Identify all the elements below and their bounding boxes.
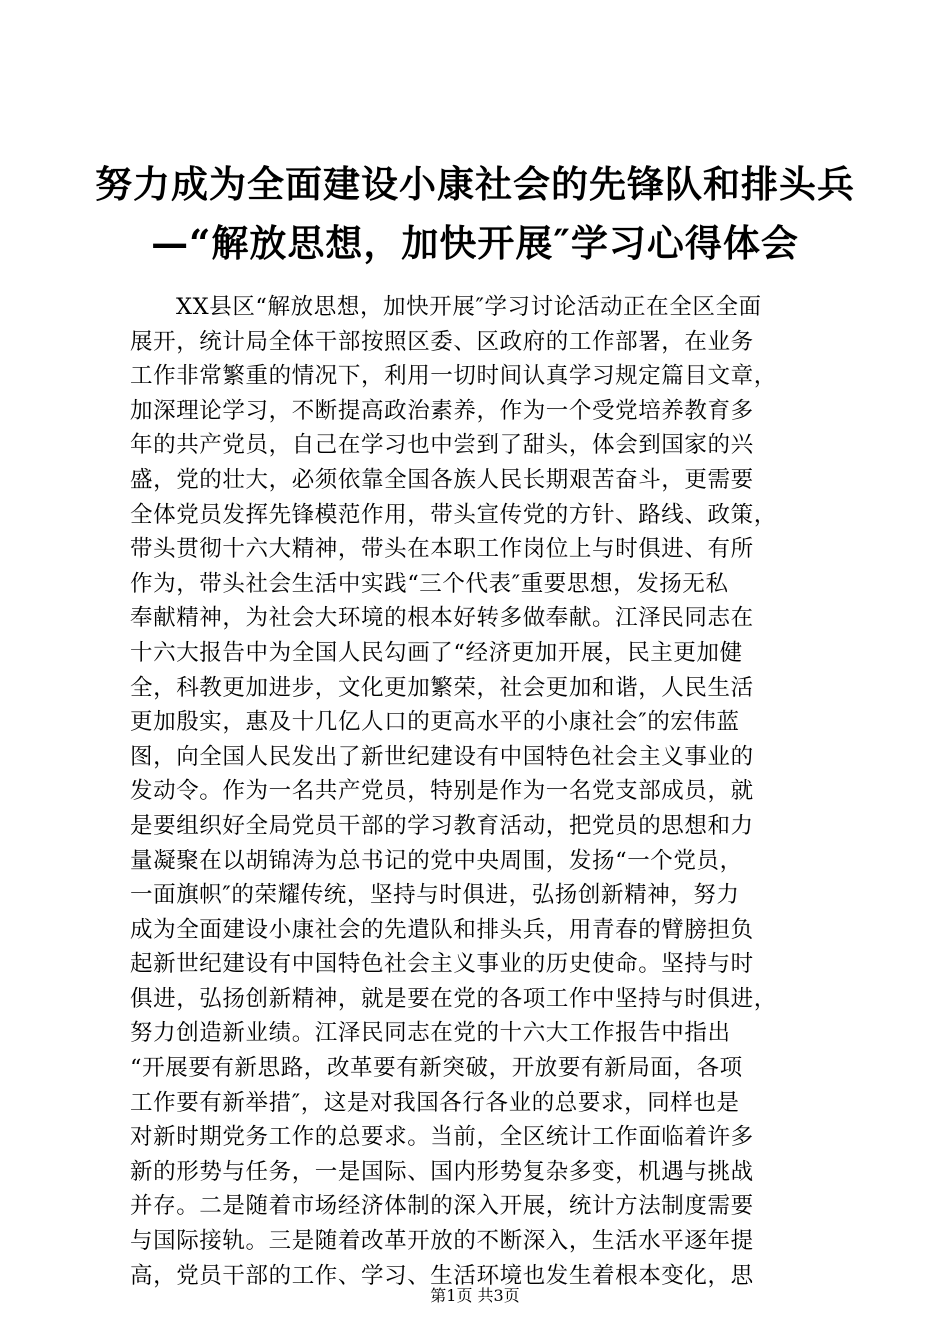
text-line: 高，党员干部的工作、学习、生活环境也发生着根本变化，思 <box>130 1262 754 1289</box>
text-line: 并存。二是随着市场经济体制的深入开展，统计方法制度需要 <box>130 1193 754 1220</box>
text-line: 量凝聚在以胡锦涛为总书记的党中央周围，发扬“一个党员， <box>130 847 743 874</box>
text-line: 全，科教更加进步，文化更加繁荣，社会更加和谐，人民生活 <box>130 674 754 701</box>
text-line: “开展要有新思路，改革要有新突破，开放要有新局面，各项 <box>130 1055 743 1082</box>
text-line: 十六大报告中为全国人民勾画了“经济更加开展，民主更加健 <box>130 639 743 666</box>
text-line: 奉献精神，为社会大环境的根本好转多做奉献。江泽民同志在 <box>130 605 754 632</box>
text-line: 对新时期党务工作的总要求。当前，全区统计工作面临着许多 <box>130 1124 754 1151</box>
text-line: 努力创造新业绩。江泽民同志在党的十六大工作报告中指出 <box>130 1020 731 1047</box>
text-line: 加深理论学习，不断提高政治素养，作为一个受党培养教育多 <box>130 397 754 424</box>
text-line: 新的形势与任务，一是国际、国内形势复杂多变，机遇与挑战 <box>130 1158 754 1185</box>
text-line: 展开，统计局全体干部按照区委、区政府的工作部署，在业务 <box>130 328 754 355</box>
text-line: 图，向全国人民发出了新世纪建设有中国特色社会主义事业的 <box>130 743 754 770</box>
document-title: 努力成为全面建设小康社会的先锋队和排头兵 <box>95 162 855 206</box>
document-subtitle: —“解放思想，加快开展″学习心得体会 <box>151 221 799 265</box>
text-line: 成为全面建设小康社会的先遣队和排头兵，用青春的臂膀担负 <box>130 916 754 943</box>
text-line: 带头贯彻十六大精神，带头在本职工作岗位上与时俱进、有所 <box>130 536 754 563</box>
text-line: 全体党员发挥先锋模范作用，带头宣传党的方针、路线、政策， <box>130 501 777 528</box>
body-paragraph <box>130 290 830 1293</box>
text-line: 年的共产党员，自己在学习也中尝到了甜头，体会到国家的兴 <box>130 432 754 459</box>
text-line: 盛，党的壮大，必须依靠全国各族人民长期艰苦奋斗，更需要 <box>130 466 754 493</box>
text-line: 与国际接轨。三是随着改革开放的不断深入，生活水平逐年提 <box>130 1228 754 1255</box>
text-line: 俱进，弘扬创新精神，就是要在党的各项工作中坚持与时俱进， <box>130 985 777 1012</box>
page-number-footer: 第1页 共3页 <box>430 1286 520 1305</box>
text-line: 发动令。作为一名共产党员，特别是作为一名党支部成员，就 <box>130 778 754 805</box>
text-line: 工作要有新举措″，这是对我国各行各业的总要求，同样也是 <box>130 1089 740 1116</box>
text-line: XX县区“解放思想，加快开展″学习讨论活动正在全区全面 <box>176 294 762 320</box>
text-line: 是要组织好全局党员干部的学习教育活动，把党员的思想和力 <box>130 812 754 839</box>
text-line: 一面旗帜″的荣耀传统，坚持与时俱进，弘扬创新精神，努力 <box>130 882 740 909</box>
text-line: 作为，带头社会生活中实践“三个代表″重要思想，发扬无私 <box>130 570 729 597</box>
text-line: 更加殷实，惠及十几亿人口的更高水平的小康社会″的宏伟蓝 <box>130 709 740 736</box>
text-line: 起新世纪建设有中国特色社会主义事业的历史使命。坚持与时 <box>130 951 754 978</box>
text-line: 工作非常繁重的情况下，利用一切时间认真学习规定篇目文章， <box>130 363 777 390</box>
